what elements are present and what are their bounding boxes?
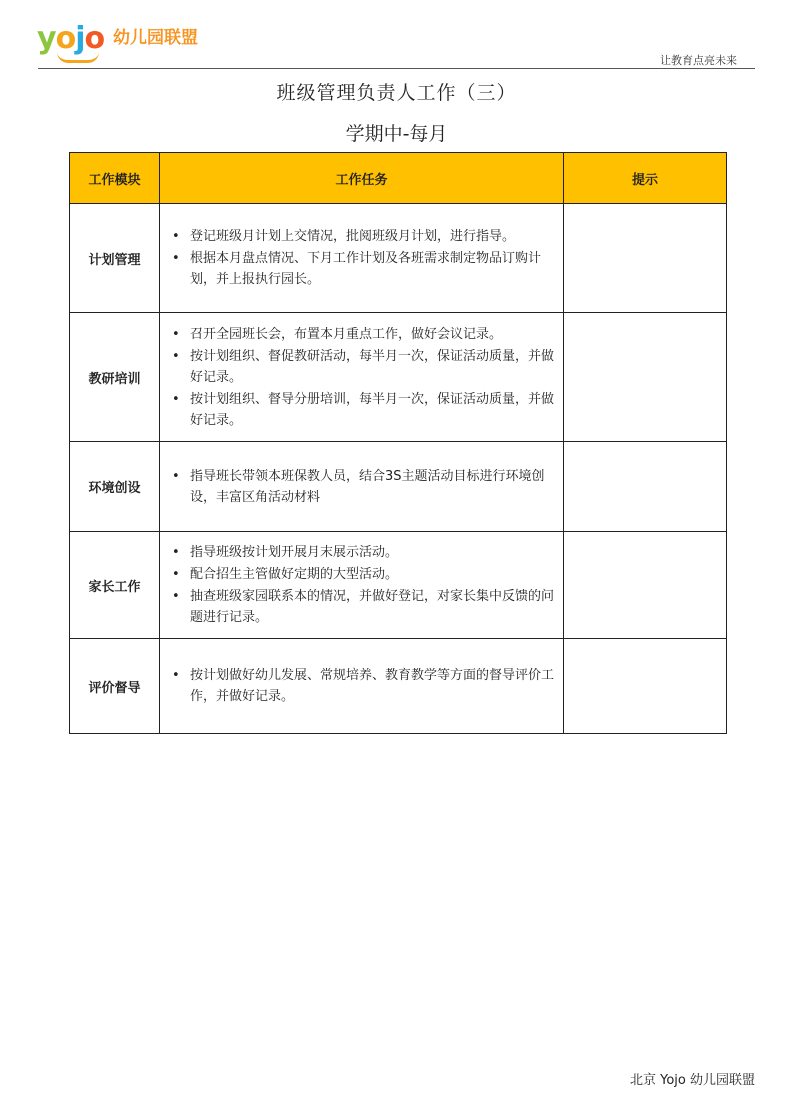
table-row (70, 313, 727, 442)
task-list (170, 324, 557, 431)
tip-cell (564, 442, 727, 532)
task-item: • 根据本月盘点情况、下月工作计划及各班需求制定物品订购计划，并上报执行园长。 (190, 248, 557, 290)
work-table (69, 152, 727, 734)
header-module: 工作模块 (70, 153, 160, 204)
task-item: • 指导班长带领本班保教人员，结合3S主题活动目标进行环境创设，丰富区角活动材料 (190, 466, 557, 508)
task-item: • 按计划组织、督导分册培训，每半月一次，保证活动质量，并做好记录。 (190, 389, 557, 431)
task-list (170, 542, 557, 628)
task-item: • 按计划组织、督促教研活动，每半月一次，保证活动质量，并做好记录。 (190, 346, 557, 388)
table-row (70, 204, 727, 313)
page-subtitle: 学期中-每月 (345, 123, 448, 145)
header-tip: 提示 (564, 153, 727, 204)
slogan: 让教育点亮未来 (660, 54, 737, 67)
table-row (70, 639, 727, 734)
task-item: • 抽查班级家园联系本的情况，并做好登记，对家长集中反馈的问题进行记录。 (190, 586, 557, 628)
module-cell: 评价督导 (70, 639, 160, 734)
tasks-cell (160, 639, 564, 734)
logo-wordmark: yojo (37, 21, 105, 56)
tasks-cell (160, 442, 564, 532)
logo (37, 22, 237, 62)
task-list (170, 226, 557, 290)
module-cell: 家长工作 (70, 532, 160, 639)
tip-cell (564, 639, 727, 734)
table-row (70, 532, 727, 639)
task-item: • 登记班级月计划上交情况，批阅班级月计划，进行指导。 (190, 226, 557, 247)
header-divider (38, 68, 755, 69)
task-list (170, 665, 557, 707)
tasks-cell (160, 532, 564, 639)
task-item: • 配合招生主管做好定期的大型活动。 (190, 564, 557, 585)
task-item: • 召开全园班长会，布置本月重点工作，做好会议记录。 (190, 324, 557, 345)
table-row (70, 442, 727, 532)
task-item: • 指导班级按计划开展月末展示活动。 (190, 542, 557, 563)
tip-cell (564, 204, 727, 313)
tip-cell (564, 532, 727, 639)
task-list (170, 466, 557, 508)
module-cell: 教研培训 (70, 313, 160, 442)
footer-text: 北京 Yojo 幼儿园联盟 (630, 1073, 755, 1088)
page-title: 班级管理负责人工作（三） (276, 82, 517, 104)
module-cell: 环境创设 (70, 442, 160, 532)
logo-smile-icon (57, 52, 99, 63)
tip-cell (564, 313, 727, 442)
task-item: • 按计划做好幼儿发展、常规培养、教育教学等方面的督导评价工作，并做好记录。 (190, 665, 557, 707)
header-tasks: 工作任务 (160, 153, 564, 204)
brand-name: 幼儿园联盟 (113, 28, 198, 48)
module-cell: 计划管理 (70, 204, 160, 313)
tasks-cell (160, 313, 564, 442)
table-header-row (70, 153, 727, 204)
tasks-cell (160, 204, 564, 313)
